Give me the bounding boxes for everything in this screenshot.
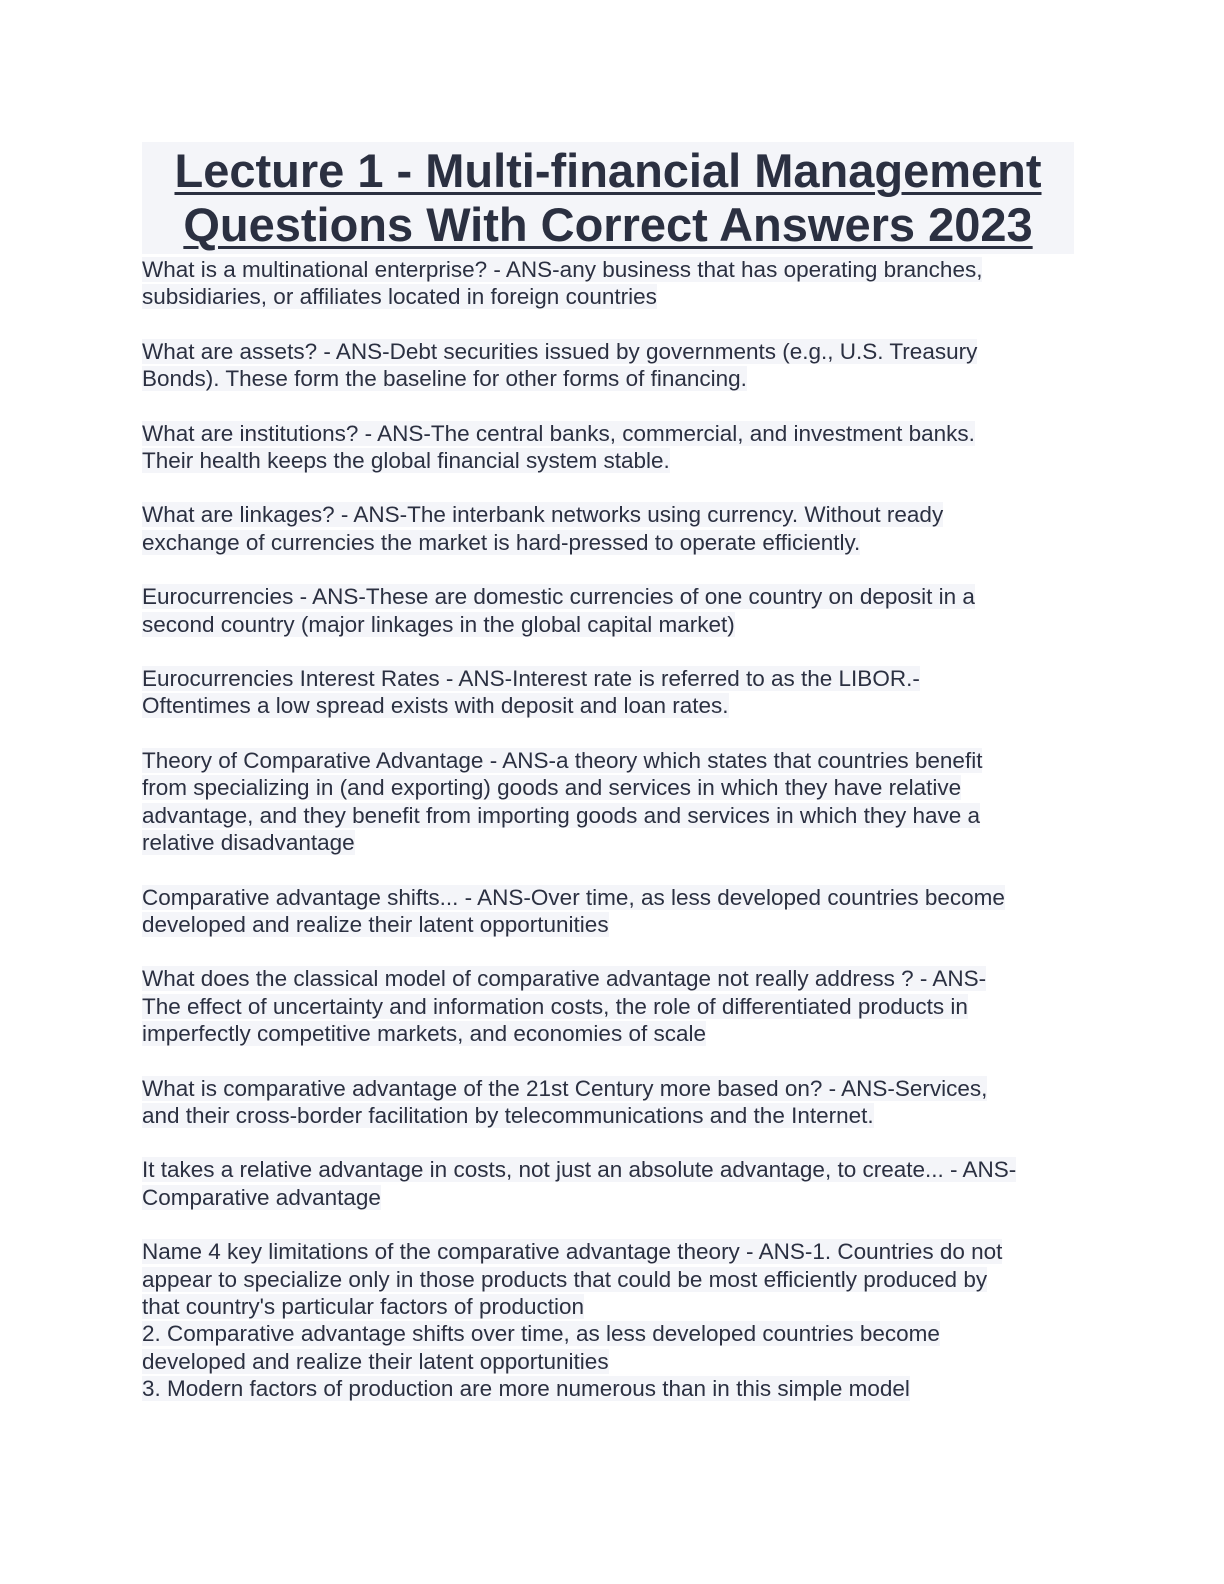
- qa-line-text: that country's particular factors of production: [142, 1293, 585, 1319]
- qa-line: [142, 1320, 1074, 1347]
- qa-line-text: The effect of uncertainty and information costs, the role of differentiated products in: [142, 993, 968, 1019]
- qa-line: [142, 583, 1074, 610]
- qa-line-text: Comparative advantage: [142, 1184, 381, 1210]
- qa-entry: [142, 884, 1074, 939]
- qa-line-text: Their health keeps the global financial system stable.: [142, 448, 670, 474]
- qa-line: [142, 501, 1074, 528]
- qa-entry: [142, 1075, 1074, 1130]
- document-title: [142, 142, 1074, 254]
- qa-entry: [142, 338, 1074, 393]
- qa-line: [142, 1020, 1074, 1047]
- document-page: [142, 142, 1074, 1430]
- qa-entry: [142, 665, 1074, 720]
- qa-line-text: What are assets? - ANS-Debt securities issued by governments (e.g., U.S. Treasury: [142, 338, 978, 364]
- qa-line-text: second country (major linkages in the global capital market): [142, 611, 735, 637]
- qa-line: [142, 611, 1074, 638]
- qa-line-text: Theory of Comparative Advantage - ANS-a theory which states that countries benefit: [142, 747, 983, 773]
- title-line-2: Questions With Correct Answers 2023: [183, 198, 1033, 251]
- qa-line-text: subsidiaries, or affiliates located in foreign countries: [142, 284, 657, 310]
- qa-line-text: What are linkages? - ANS-The interbank networks using currency. Without ready: [142, 502, 944, 528]
- qa-line-text: Eurocurrencies - ANS-These are domestic currencies of one country on deposit in a: [142, 584, 975, 610]
- qa-line-text: Name 4 key limitations of the comparative advantage theory - ANS-1. Countries do not: [142, 1239, 1003, 1265]
- qa-line-text: relative disadvantage: [142, 830, 355, 856]
- qa-line-text: What is comparative advantage of the 21st Century more based on? - ANS-Services,: [142, 1075, 988, 1101]
- qa-line-text: Comparative advantage shifts... - ANS-Over time, as less developed countries become: [142, 884, 1005, 910]
- qa-line-text: What is a multinational enterprise? - ANS-any business that has operating branches,: [142, 257, 983, 282]
- qa-line: [142, 802, 1074, 829]
- qa-line: [142, 884, 1074, 911]
- qa-line-text: advantage, and they benefit from importing goods and services in which they have a: [142, 802, 981, 828]
- qa-line: [142, 1238, 1074, 1265]
- qa-entry: [142, 747, 1074, 857]
- qa-line-text: Oftentimes a low spread exists with deposit and loan rates.: [142, 693, 729, 719]
- qa-line: [142, 1293, 1074, 1320]
- qa-line: [142, 774, 1074, 801]
- qa-line: [142, 1156, 1074, 1183]
- qa-line: [142, 338, 1074, 365]
- qa-line: [142, 993, 1074, 1020]
- qa-line: [142, 1375, 1074, 1402]
- qa-line-text: It takes a relative advantage in costs, not just an absolute advantage, to create... - ANS-: [142, 1157, 1017, 1183]
- qa-line-text: What does the classical model of comparative advantage not really address ? - ANS-: [142, 966, 987, 992]
- qa-line: [142, 747, 1074, 774]
- qa-line-text: and their cross-border facilitation by telecommunications and the Internet.: [142, 1102, 874, 1128]
- qa-entry: [142, 965, 1074, 1047]
- qa-entry: [142, 1156, 1074, 1211]
- qa-line-text: developed and realize their latent opportunities: [142, 1348, 609, 1374]
- qa-entry: [142, 420, 1074, 475]
- qa-entry: [142, 501, 1074, 556]
- qa-entry: [142, 1238, 1074, 1402]
- qa-line: [142, 665, 1074, 692]
- title-line-1: Lecture 1 - Multi-financial Management: [174, 144, 1042, 197]
- qa-line-text: from specializing in (and exporting) goods and services in which they have relative: [142, 775, 962, 801]
- qa-line-text: What are institutions? - ANS-The central banks, commercial, and investment banks.: [142, 420, 975, 446]
- qa-line: [142, 1348, 1074, 1375]
- qa-line-text: imperfectly competitive markets, and economies of scale: [142, 1021, 706, 1047]
- qa-line-text: Bonds). These form the baseline for other forms of financing.: [142, 366, 747, 392]
- qa-line: [142, 829, 1074, 856]
- qa-line-text: Eurocurrencies Interest Rates - ANS-Interest rate is referred to as the LIBOR.-: [142, 666, 920, 692]
- qa-line-text: appear to specialize only in those products that could be most efficiently produced by: [142, 1266, 988, 1292]
- qa-line-text: 2. Comparative advantage shifts over time, as less developed countries become: [142, 1321, 940, 1347]
- qa-line: [142, 420, 1074, 447]
- qa-line: [142, 911, 1074, 938]
- qa-line: [142, 1075, 1074, 1102]
- qa-entry: [142, 583, 1074, 638]
- qa-line: [142, 1184, 1074, 1211]
- qa-line: [142, 1266, 1074, 1293]
- qa-line: [142, 965, 1074, 992]
- qa-entry: [142, 256, 1074, 311]
- qa-line: [142, 283, 1074, 310]
- qa-line: [142, 1102, 1074, 1129]
- qa-line-text: 3. Modern factors of production are more numerous than in this simple model: [142, 1376, 910, 1402]
- qa-line: [142, 529, 1074, 556]
- qa-line: [142, 365, 1074, 392]
- qa-line: [142, 692, 1074, 719]
- qa-line: [142, 256, 1074, 283]
- qa-line-text: developed and realize their latent opportunities: [142, 911, 609, 937]
- qa-line: [142, 447, 1074, 474]
- qa-line-text: exchange of currencies the market is hard-pressed to operate efficiently.: [142, 529, 861, 555]
- qa-list: [142, 256, 1074, 1403]
